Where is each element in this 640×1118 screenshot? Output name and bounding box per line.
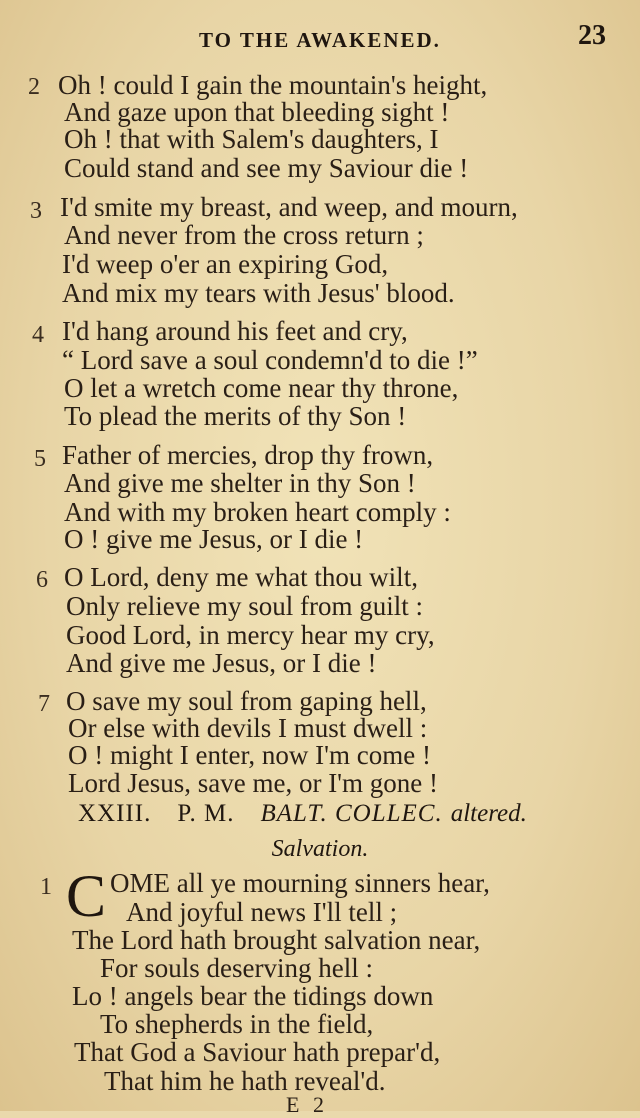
verse-line: That him he hath reveal'd. [104, 1066, 386, 1096]
verse-line: Could stand and see my Saviour die ! [64, 153, 469, 183]
hymn-heading [78, 800, 598, 828]
verse-line: I'd hang around his feet and cry, [62, 316, 408, 346]
verse-line: To plead the merits of thy Son ! [64, 401, 407, 431]
running-header: TO THE AWAKENED. [199, 28, 441, 52]
verse-line: O ! give me Jesus, or I die ! [64, 524, 364, 554]
verse-line: And never from the cross return ; [64, 220, 424, 250]
verse-line: And with my broken heart comply : [64, 497, 451, 527]
stanza-number: 3 [30, 198, 42, 224]
verse-line: Oh ! that with Salem's daughters, I [64, 124, 439, 154]
verse-line: And mix my tears with Jesus' blood. [62, 278, 455, 308]
stanza-number: 1 [40, 874, 52, 900]
verse-line: O let a wretch come near thy throne, [64, 373, 459, 403]
hymn-subtitle: Salvation. [271, 836, 369, 862]
verse-line: O Lord, deny me what thou wilt, [64, 562, 418, 592]
verse-line: And give me shelter in thy Son ! [64, 468, 416, 498]
stanza-number: 7 [38, 691, 50, 717]
verse-line: Oh ! could I gain the mountain's height, [58, 70, 488, 100]
verse-line: Or else with devils I must dwell : [68, 713, 428, 743]
hymn-source: BALT. COLLEC. [260, 800, 443, 827]
verse-line: Father of mercies, drop thy frown, [62, 440, 434, 470]
verse-line: O save my soul from gaping hell, [66, 686, 427, 716]
verse-line: Lord Jesus, save me, or I'm gone ! [68, 768, 439, 798]
stanza-number: 6 [36, 567, 48, 593]
stanza-number: 2 [28, 74, 40, 100]
verse-line: That God a Saviour hath prepar'd, [74, 1037, 441, 1067]
hymn-number: XXIII. [78, 800, 152, 827]
verse-line: And gaze upon that bleeding sight ! [64, 97, 450, 127]
page-number: 23 [578, 20, 606, 51]
signature-mark: E 2 [286, 1092, 328, 1117]
verse-line: O ! might I enter, now I'm come ! [68, 740, 431, 770]
verse-line: Only relieve my soul from guilt : [66, 591, 423, 621]
verse-line: “ Lord save a soul condemn'd to die !” [62, 345, 478, 375]
verse-line: The Lord hath brought salvation near, [72, 925, 481, 955]
verse-line: OME all ye mourning sinners hear, [110, 868, 490, 898]
drop-cap: C [66, 863, 107, 929]
verse-line: For souls deserving hell : [100, 953, 373, 983]
stanza-number: 5 [34, 446, 46, 472]
verse-line: To shepherds in the field, [100, 1009, 374, 1039]
verse-line: Good Lord, in mercy hear my cry, [66, 620, 435, 650]
verse-line: I'd weep o'er an expiring God, [62, 249, 389, 279]
verse-line: And give me Jesus, or I die ! [66, 648, 377, 678]
stanza-number: 4 [32, 322, 44, 348]
verse-line: And joyful news I'll tell ; [126, 897, 398, 927]
verse-line: Lo ! angels bear the tidings down [72, 981, 434, 1011]
hymn-source-note: altered. [450, 800, 527, 827]
verse-line: I'd smite my breast, and weep, and mourn, [60, 192, 518, 222]
hymn-meter: P. M. [177, 800, 235, 827]
